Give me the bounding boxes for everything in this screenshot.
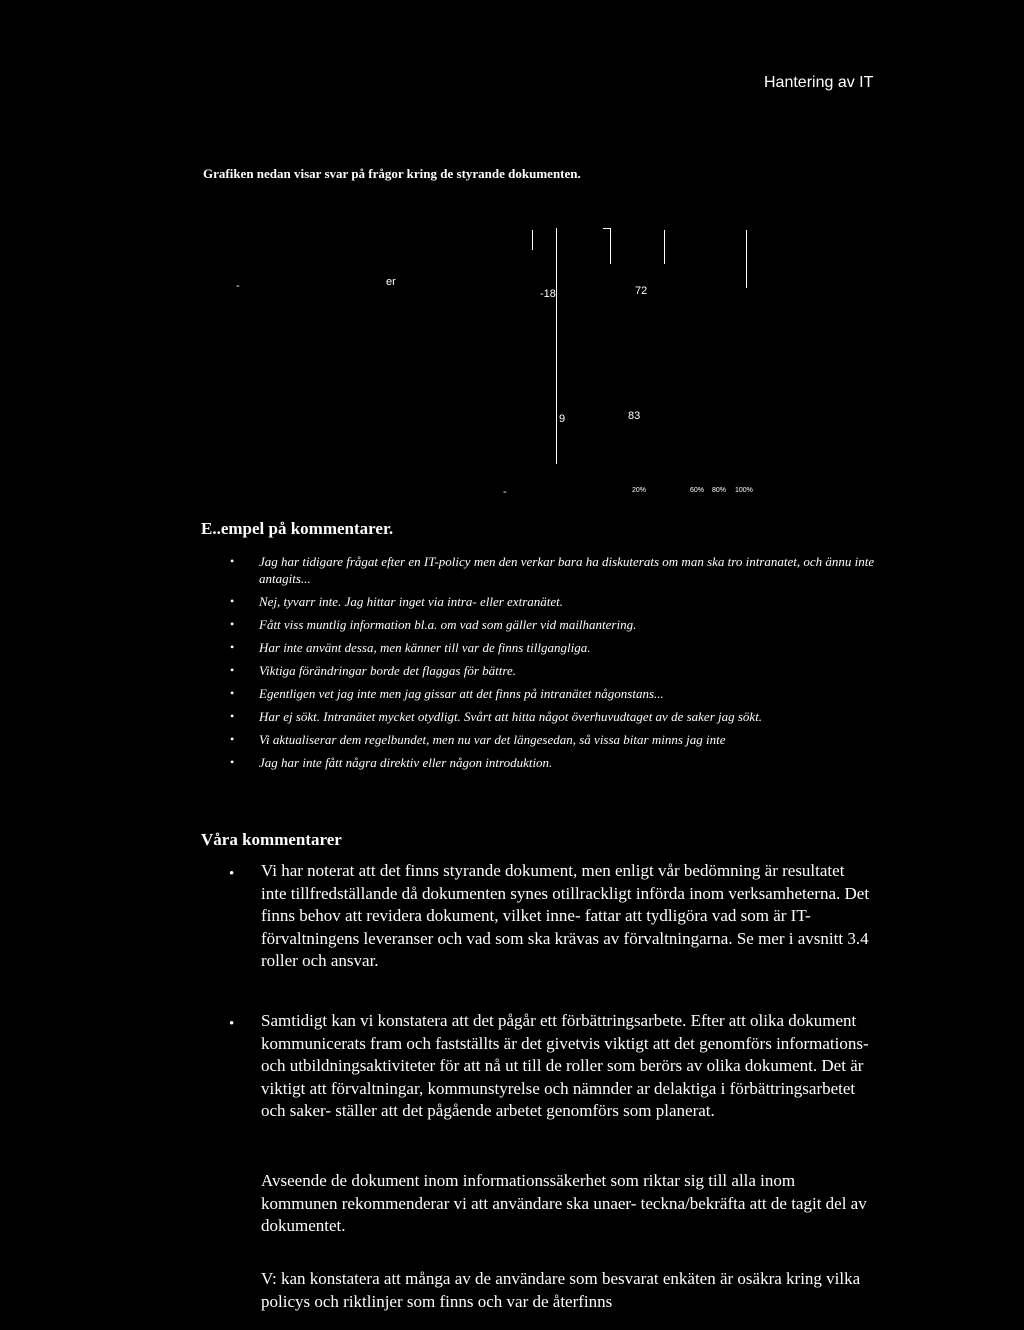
bullet-icon: • [229, 1016, 235, 1032]
chart-line [610, 228, 611, 264]
chart-label: er [386, 276, 396, 288]
examples-list [236, 553, 876, 777]
list-item: • Viktiga förändringar borde det flaggas för bättre. [236, 662, 876, 679]
chart-intro-text: Grafiken nedan visar svar på frågor kring de styrande dokumenten. [203, 166, 581, 181]
chart-tick-label: 100% [735, 487, 753, 494]
chart-tick-label: 60% [690, 487, 705, 494]
comment-paragraph: Samtidigt kan vi konstatera att det pågår ett förbättringsarbete. Efter att olika dokument kommunicerats fram och fastställts är det givetvis viktigt att det genomförs informations- och utbildningsaktiviteter för att nå ut till de roller som berörs av olika dokument. Det är viktigt att förvaltningar, kommunstyrelse och nämnder ar delaktiga i förbättringsarbetet och saker- ställer att det pågående arbetet genomförs som planerat. [261, 1011, 869, 1121]
chart-line [532, 230, 533, 250]
page-header: Hantering av IT [764, 74, 874, 91]
list-item: • Vi aktualiserar dem regelbundet, men nu var det längesedan, så vissa bitar minns jag inte [236, 731, 876, 748]
bullet-icon: • [229, 866, 235, 882]
examples-heading: E..empel på kommentarer. [201, 519, 394, 538]
list-item: • Nej, tyvarr inte. Jag hittar inget via intra- eller extranätet. [236, 593, 876, 610]
chart-label: - [236, 280, 240, 292]
chart-data-label: -18 [540, 288, 556, 300]
chart-line [556, 228, 557, 464]
list-item: • Jag har inte fått några direktiv eller någon introduktion. [236, 754, 876, 771]
comment-paragraph: V: kan konstatera att många av de användare som besvarat enkäten är osäkra kring vilka policys och riktlinjer som finns och var de återfinns [261, 1269, 861, 1311]
chart-label: - [503, 486, 507, 498]
comment-paragraph: Vi har noterat att det finns styrande dokument, men enligt vår bedömning är resultatet inte tillfredställande då dokumenten synes otillrackligt införda inom verksamheterna. Det finns behov att revidera dokument, vilket inne- fattar att tydligöra vad som är IT-förvaltningens leveranser och vad som ska krävas av förvaltningarna. Se mer i avsnitt 3.4 roller och ansvar. [261, 861, 870, 971]
list-item: • Har ej sökt. Intranätet mycket otydligt. Svårt att hitta något överhuvudtaget av de saker jag sökt. [236, 708, 876, 725]
chart-line [603, 228, 611, 229]
our-comments-heading: Våra kommentarer [201, 830, 342, 849]
comment-paragraph: Avseende de dokument inom informationssäkerhet som riktar sig till alla inom kommunen rekommenderar vi att användare ska unaer- teckna/bekräfta att de tagit del av dokumentet. [261, 1171, 867, 1236]
chart-data-label: 9 [559, 413, 566, 425]
chart-data-label: 83 [628, 410, 641, 422]
list-item: • Jag har tidigare frågat efter en IT-policy men den verkar bara ha diskuterats om man ska tro intranatet, och ännu inte antagits... [236, 553, 876, 587]
chart-line [664, 230, 665, 264]
chart-data-label: 72 [635, 285, 648, 297]
chart-line [746, 230, 747, 288]
chart-tick-label: 80% [712, 487, 727, 494]
list-item: • Fått viss muntlig information bl.a. om vad som gäller vid mailhantering. [236, 616, 876, 633]
chart-tick-label: 20% [632, 487, 647, 494]
list-item: • Har inte använt dessa, men känner till var de finns tillgangliga. [236, 639, 876, 656]
list-item: • Egentligen vet jag inte men jag gissar att det finns på intranätet någonstans... [236, 685, 876, 702]
